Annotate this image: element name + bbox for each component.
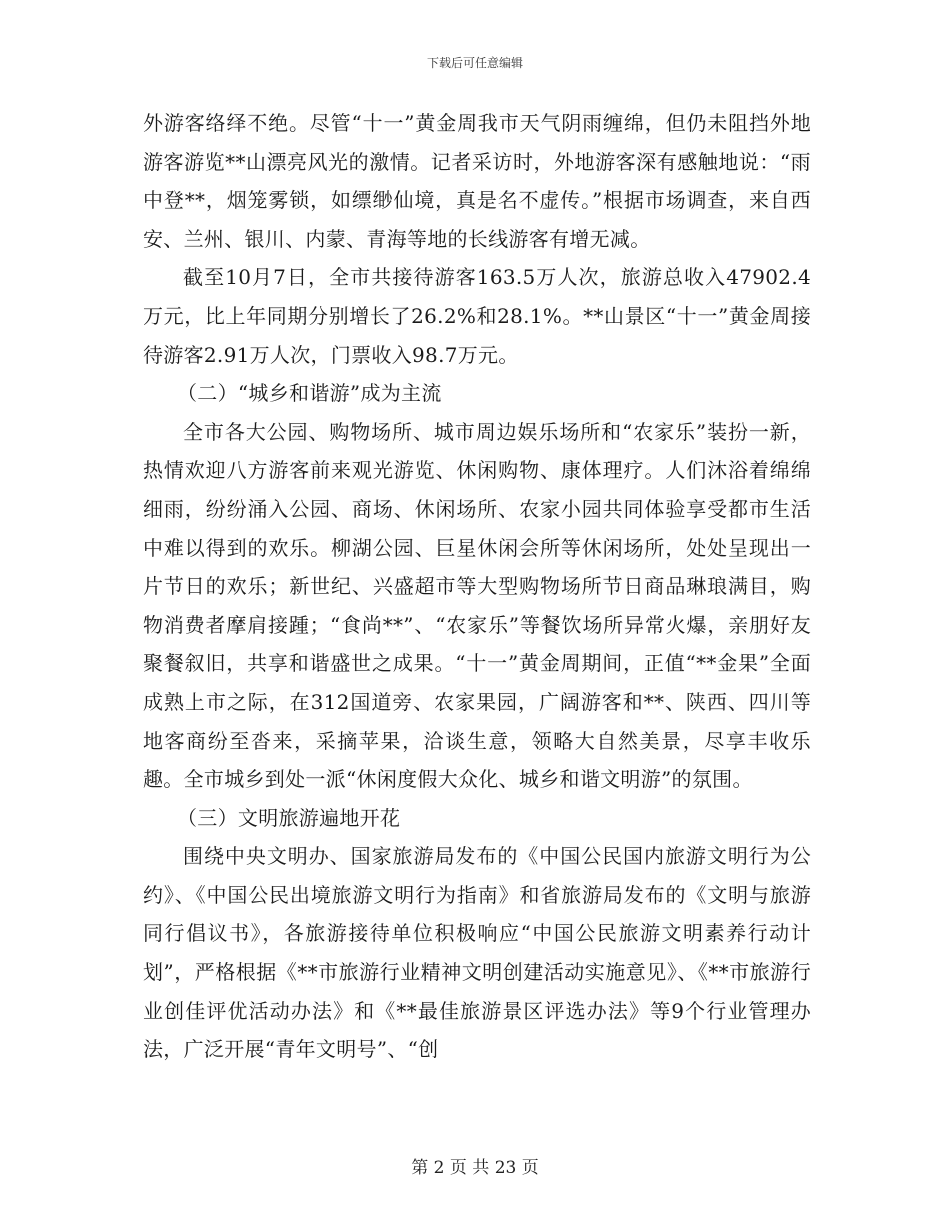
paragraph-4: 围绕中央文明办、国家旅游局发布的《中国公民国内旅游文明行为公约》、《中国公民出境旅游文明行为指南》和省旅游局发布的《文明与旅游同行倡议书》，各旅游接待单位积极响应“中国公民旅游文明素养行动计划”，严格根据《**市旅游行业精神文明创建活动实施意见》、《**市旅游行业创佳评优活动办法》和《**最佳旅游景区评选办法》等9个行业管理办法，广泛开展“青年文明号”、“创 bbox=[143, 844, 811, 1062]
header-note: 下载后可任意编辑 bbox=[426, 56, 523, 70]
section-heading-2: （二）“城乡和谐游”成为主流 bbox=[177, 381, 442, 406]
paragraph-3: 全市各大公园、购物场所、城市周边娱乐场所和“农家乐”装扮一新，热情欢迎八方游客前来观光游览、休闲购物、康体理疗。人们沐浴着绵绵细雨，纷纷涌入公园、商场、休闲场所、农家小园共同体验享受都市生活中难以得到的欢乐。柳湖公园、巨星休闲会所等休闲场所，处处呈现出一片节日的欢乐；新世纪、兴盛超市等大型购物场所节日商品琳琅满目，购物消费者摩肩接踵；“食尚**”、“农家乐”等餐饮场所异常火爆，亲朋好友聚餐叙旧，共享和谐盛世之成果。“十一”黄金周期间，正值“**金果”全面成熟上市之际，在312国道旁、农家果园，广阔游客和**、陕西、四川等地客商纷至沓来，采摘苹果，洽谈生意，领略大自然美景，尽享丰收乐趣。全市城乡到处一派“休闲度假大众化、城乡和谐文明游”的氛围。 bbox=[143, 419, 811, 792]
section-heading-3: （三）文明旅游遍地开花 bbox=[177, 805, 401, 830]
document-body bbox=[143, 104, 811, 1069]
page-number-footer: 第 2 页 共 23 页 bbox=[411, 1158, 539, 1178]
paragraph-2: 截至10月7日，全市共接待游客163.5万人次，旅游总收入47902.4万元，比上年同期分别增长了26.2%和28.1%。**山景区“十一”黄金周接待游客2.91万人次，门票收入98.7万元。 bbox=[143, 265, 811, 367]
paragraph-1: 外游客络绎不绝。尽管“十一”黄金周我市天气阴雨缠绵，但仍未阻挡外地游客游览**山漂亮风光的激情。记者采访时，外地游客深有感触地说：“雨中登**，烟笼雾锁，如缥缈仙境，真是名不虚传。”根据市场调查，来自西安、兰州、银川、内蒙、青海等地的长线游客有增无减。 bbox=[143, 111, 811, 251]
